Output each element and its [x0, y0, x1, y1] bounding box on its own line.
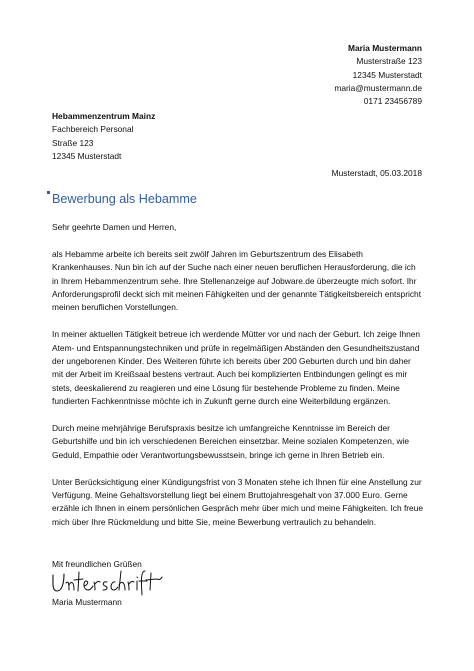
sender-email: maria@mustermann.de [334, 82, 422, 93]
sender-city: 12345 Musterstadt [352, 69, 422, 80]
salutation: Sehr geehrte Damen und Herren, [52, 222, 177, 232]
heading-marker [47, 191, 50, 194]
signatory-name: Maria Mustermann [52, 597, 122, 607]
sender-address-block [334, 42, 422, 108]
recipient-organization: Hebammenzentrum Mainz [52, 111, 156, 121]
sender-phone: 0171 23456789 [363, 96, 422, 107]
sender-name: Maria Mustermann [348, 43, 422, 53]
sender-street: Musterstraße 123 [356, 56, 422, 67]
body-paragraph: Unter Berücksichtigung einer Kündigungsfrist von 3 Monaten stehe ich Ihnen für eine Anstellung zur Verfügung. Meine Gehaltsvorstellung liegt bei einem Bruttojahresgehalt von 37.000 Euro. Gerne erzähle ich Ihnen in einem persönlichen Gespräch mehr über mich und meine Fähigkeiten. Ich freue mich über Ihre Rückmeldung und bitte Sie, meine Bewerbung vertraulich zu behandeln. [52, 476, 424, 527]
handwritten-signature [50, 569, 170, 597]
recipient-city: 12345 Musterstadt [52, 150, 122, 161]
closing-phrase: Mit freundlichen Grüßen [52, 559, 142, 569]
letter-body [52, 221, 424, 543]
body-paragraph: In meiner aktuellen Tätigkeit betreue ich werdende Mütter vor und nach der Geburt. Ich zeige Ihnen Atem- und Entspannungstechniken und prüfe in regelmäßigen Abständen den Gesundheitszustand der ungeborenen Kinder. Des Weiteren führte ich bereits über 200 Geburten durch und bin daher mit der Arbeit im Kreißsaal bestens vertraut. Auch bei komplizierten Entbindungen gelingt es mir stets, deeskalierend zu reagieren und eine Lösung für bestehende Probleme zu finden. Meine fundierten Fachkenntnisse möchte ich in Zukunft gerne durch eine Weiterbildung ergänzen. [52, 329, 421, 407]
body-paragraph: als Hebamme arbeite ich bereits seit zwölf Jahren im Geburtszentrum des Elisabeth Krankenhauses. Nun bin ich auf der Suche nach einer neuen beruflichen Herausforderung, die ich in Ihrem Hebammenzentrum sehe. Ihre Stellenanzeige auf Jobware.de überzeugte mich sofort. Ihr Anforderungsprofil deckt sich mit meinen Fähigkeiten und der genannte Tätigkeitsbereich entspricht meinen beruflichen Vorstellungen. [52, 248, 422, 313]
recipient-department: Fachbereich Personal [52, 124, 134, 135]
letter-subject: Bewerbung als Hebamme [52, 192, 197, 206]
recipient-address-block [52, 110, 155, 163]
letter-date: Musterstadt, 05.03.2018 [331, 168, 422, 178]
body-paragraph: Durch meine mehrjährige Berufspraxis besitze ich umfangreiche Kenntnisse im Bereich der Geburtshilfe und bin ich verschiedenen Bereichen einsetzbar. Meine sozialen Kompetenzen, wie Geduld, Empathie oder Verantwortungsbewusstsein, bringe ich gerne in Ihren Betrieb ein. [52, 423, 410, 460]
recipient-street: Straße 123 [52, 137, 94, 148]
